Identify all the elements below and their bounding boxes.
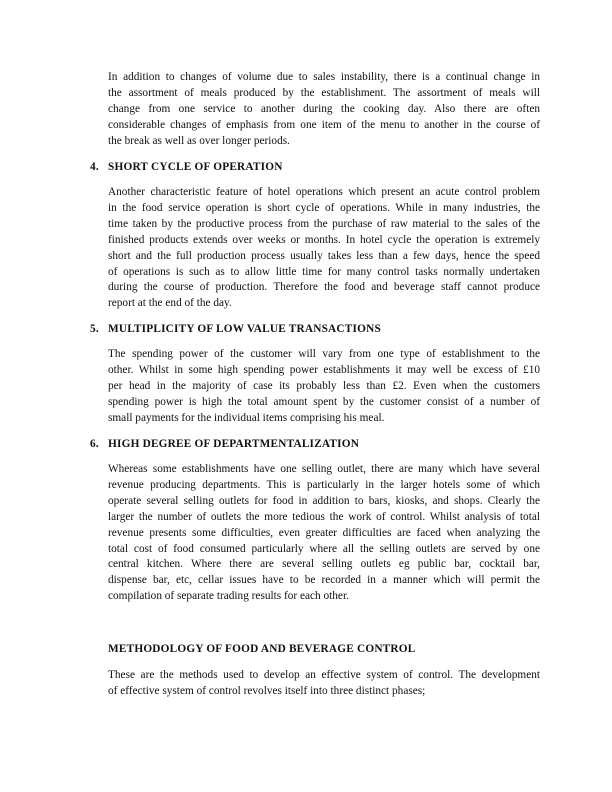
text-line: the assortment of meals produced by the establishment. The assortment of meals will — [108, 86, 540, 99]
text-line: change from one service to another during the cooking day. Also there are often — [108, 102, 540, 115]
text-line: These are the methods used to develop an effective system of control. The development — [108, 669, 540, 681]
text-line: short and the full production process usually takes less than a few days, hence the speed — [108, 249, 540, 262]
text-line: revenue producing departments. This is particularly in the larger hotels some of which — [108, 478, 540, 491]
section-title: SHORT CYCLE OF OPERATION — [108, 161, 283, 173]
methodology-heading — [108, 643, 416, 655]
text-line: central kitchen. Where there are several selling outlets eg public bar, cocktail bar, — [108, 558, 540, 571]
section-number: 6. — [90, 438, 99, 450]
text-line: the break as well as over longer periods. — [108, 134, 290, 147]
methodology-title: METHODOLOGY OF FOOD AND BEVERAGE CONTROL — [108, 643, 416, 655]
text-line: considerable changes of emphasis from one item of the menu to another in the course of — [108, 118, 540, 131]
section-title: HIGH DEGREE OF DEPARTMENTALIZATION — [108, 438, 360, 450]
section-5-paragraph — [108, 347, 540, 427]
text-line: larger the number of outlets the more tedious the work of control. Whilst analysis of total — [108, 510, 540, 523]
text-line: spending power is high the total amount spent by the customer consist of a number of — [108, 395, 540, 408]
section-number: 5. — [90, 323, 99, 335]
text-line: operate several selling outlets for food in addition to bars, kiosks, and shops. Clearly the — [108, 494, 540, 507]
intro-paragraph — [108, 70, 540, 150]
text-line: time taken by the productive process from the purchase of raw material to the sales of the — [108, 217, 540, 230]
text-line: report at the end of the day. — [108, 297, 232, 310]
section-heading-4 — [90, 161, 283, 173]
text-line: during the course of production. Therefore the food and beverage staff cannot produce — [108, 281, 540, 294]
section-title: MULTIPLICITY OF LOW VALUE TRANSACTIONS — [108, 323, 381, 335]
section-heading-6 — [90, 438, 359, 450]
text-line: of effective system of control revolves itself into three distinct phases; — [108, 684, 426, 697]
section-6-paragraph — [108, 462, 540, 605]
text-line: compilation of separate trading results for each other. — [108, 590, 349, 603]
section-4-paragraph — [108, 185, 540, 312]
text-line: other. Whilst in some high spending power establishments it may well be excess of £10 — [108, 363, 540, 376]
text-line: In addition to changes of volume due to sales instability, there is a continual change in — [108, 71, 540, 83]
text-line: dispense bar, etc, cellar issues have to be recorded in a manner which will permit the — [108, 574, 540, 587]
text-line: per head in the majority of case its probably less than £2. Even when the customers — [108, 379, 540, 392]
methodology-paragraph — [108, 668, 540, 700]
text-line: Another characteristic feature of hotel operations which present an acute control problem — [108, 186, 540, 198]
text-line: of operations is such as to allow little time for many control tasks normally undertaken — [108, 265, 540, 278]
text-line: in the food service operation is short cycle of operations. While in many industries, the — [108, 201, 540, 214]
text-line: Whereas some establishments have one selling outlet, there are many which have several — [108, 463, 540, 475]
text-line: The spending power of the customer will vary from one type of establishment to the — [108, 348, 540, 360]
text-line: total cost of food consumed particularly where all the selling outlets are served by one — [108, 542, 540, 555]
section-heading-5 — [90, 323, 381, 335]
text-line: finished products extends over weeks or months. In hotel cycle the operation is extremely — [108, 233, 540, 246]
section-number: 4. — [90, 161, 99, 173]
text-line: small payments for the individual items comprising his meal. — [108, 411, 385, 424]
text-line: revenue presents some difficulties, even greater difficulties are faced when analyzing the — [108, 526, 540, 539]
